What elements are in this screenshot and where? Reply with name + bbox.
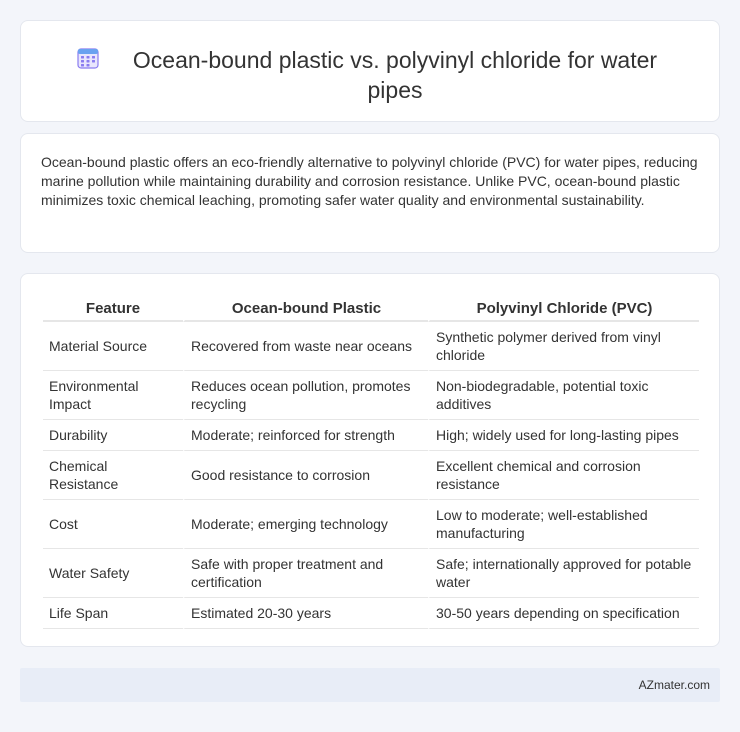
footer-brand: AZmater.com bbox=[638, 678, 710, 692]
table-cell: High; widely used for long-lasting pipes bbox=[428, 420, 699, 451]
table-row bbox=[43, 549, 699, 598]
column-header: Ocean-bound Plastic bbox=[183, 294, 428, 322]
intro-card bbox=[20, 133, 720, 253]
intro-paragraph: Ocean-bound plastic offers an eco-friendly alternative to polyvinyl chloride (PVC) for water pipes, reducing marine pollution while maintaining durability and corrosion resistance. Unlike PVC, ocean-bound plastic minimizes toxic chemical leaching, promoting safer water quality and environmental sustainability. bbox=[41, 154, 698, 208]
comparison-table bbox=[43, 294, 699, 629]
table-row bbox=[43, 451, 699, 500]
table-cell: Estimated 20-30 years bbox=[183, 598, 428, 629]
table-cell: Water Safety bbox=[43, 549, 183, 598]
table-row bbox=[43, 500, 699, 549]
column-header: Feature bbox=[43, 294, 183, 322]
title-card bbox=[20, 20, 720, 122]
table-cell: Reduces ocean pollution, promotes recycling bbox=[183, 371, 428, 420]
table-row bbox=[43, 420, 699, 451]
table-cell: Good resistance to corrosion bbox=[183, 451, 428, 500]
table-cell: Low to moderate; well-established manufacturing bbox=[428, 500, 699, 549]
table-row bbox=[43, 371, 699, 420]
table-cell: Chemical Resistance bbox=[43, 451, 183, 500]
column-header: Polyvinyl Chloride (PVC) bbox=[428, 294, 699, 322]
table-cell: Recovered from waste near oceans bbox=[183, 322, 428, 371]
table-cell: Cost bbox=[43, 500, 183, 549]
table-cell: Excellent chemical and corrosion resistance bbox=[428, 451, 699, 500]
table-header-row bbox=[43, 294, 699, 322]
table-cell: Material Source bbox=[43, 322, 183, 371]
table-cell: Life Span bbox=[43, 598, 183, 629]
table-row bbox=[43, 598, 699, 629]
table-cell: Durability bbox=[43, 420, 183, 451]
table-cell: Safe with proper treatment and certification bbox=[183, 549, 428, 598]
footer-bar bbox=[20, 668, 720, 702]
table-cell: Non-biodegradable, potential toxic additives bbox=[428, 371, 699, 420]
page-title: Ocean-bound plastic vs. polyvinyl chloride for water pipes bbox=[132, 47, 658, 103]
table-cell: Synthetic polymer derived from vinyl chloride bbox=[428, 322, 699, 371]
table-cell: 30-50 years depending on specification bbox=[428, 598, 699, 629]
table-row bbox=[43, 322, 699, 371]
table-cell: Moderate; emerging technology bbox=[183, 500, 428, 549]
table-cell: Moderate; reinforced for strength bbox=[183, 420, 428, 451]
table-cell: Environmental Impact bbox=[43, 371, 183, 420]
table-cell: Safe; internationally approved for potable water bbox=[428, 549, 699, 598]
comparison-card bbox=[20, 273, 720, 647]
